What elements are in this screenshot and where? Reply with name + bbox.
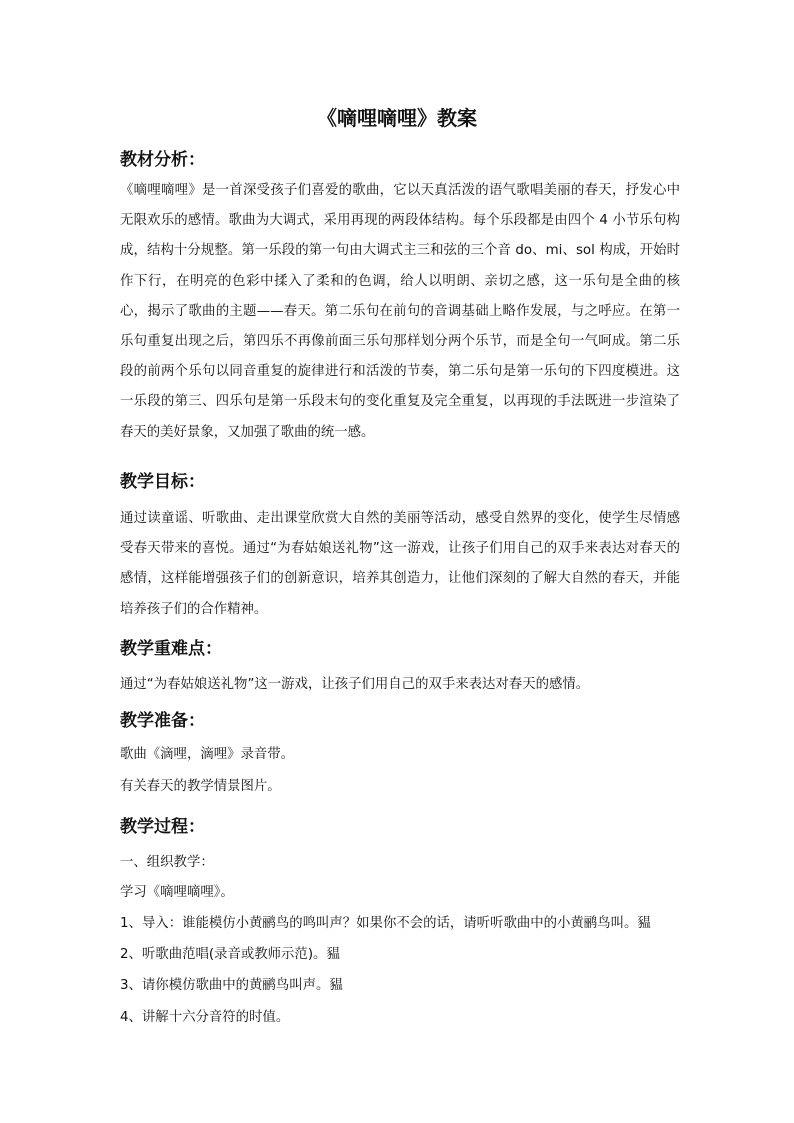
process-step-2-text: 2、听歌曲范唱(录音或教师示范)。 [120,947,327,962]
line-process-3 [120,914,651,934]
line-key-points: 通过“为春姑娘送礼物”这一游戏，让孩子们用自己的双手来表达对春天的感情。 [120,677,590,692]
line-preparation-1: 歌曲《滴哩，滴哩》录音带。 [120,747,295,762]
line-process-5 [120,976,343,996]
process-step-1-text: 1、导入：谁能模仿小黄鹂鸟的鸣叫声？如果你不会的话，请听听歌曲中的小黄鹂鸟叫。 [120,916,638,931]
heading-preparation: 教学准备： [120,711,205,731]
heading-process: 教学过程： [120,817,205,837]
heading-teaching-goals: 教学目标： [120,472,205,492]
line-process-6: 4、讲解十六分音符的时值。 [120,1010,290,1025]
process-step-3-text: 3、请你模仿歌曲中的黄鹂鸟叫声。 [120,978,330,993]
paragraph-teaching-goals: 通过读童谣、听歌曲、走出课堂欣赏大自然的美丽等活动，感受自然界的变化，使学生尽情感受春天带来的喜悦。通过“为春姑娘送礼物”这一游戏，让孩子们用自己的双手来表达对春天的感情，这样能增强孩子们的创新意识，培养其创造力，让他们深刻的了解大自然的春天，并能培养孩子们的合作精神。 [120,511,680,617]
heading-textbook-analysis: 教材分析： [120,150,205,170]
trailing-mark: 豱 [637,916,651,931]
paragraph-textbook-analysis: 《嘀哩嘀哩》是一首深受孩子们喜爱的歌曲，它以天真活泼的语气歌唱美丽的春天，抒发心中无限欢乐的感情。歌曲为大调式，采用再现的两段体结构。每个乐段都是由四个 4 小节乐句构成，结构十分规整。第一乐段的第一句由大调式主三和弦的三个音 do、mi、sol 构成，开始时作下行，在明亮的色彩中揉入了柔和的色调，给人以明朗、亲切之感，这一乐句是全曲的核心，揭示了歌曲的主题——春天。第二乐句在前句的音调基础上略作发展，与之呼应。在第一乐句重复出现之后，第四乐不再像前面三乐句那样划分两个乐节，而是全句一气呵成。第二乐段的前两个乐句以同音重复的旋律进行和活泼的节奏，第二乐句是第一乐句的下四度模进。这一乐段的第三、四乐句是第一乐段末句的变化重复及完全重复，以再现的手法既进一步渲染了春天的美好景象，又加强了歌曲的统一感。 [120,183,680,440]
heading-key-points: 教学重难点： [120,639,222,659]
line-process-1: 一、组织教学： [120,855,214,870]
trailing-mark: 豱 [326,947,340,962]
line-process-2: 学习《嘀哩嘀哩》。 [120,885,234,900]
line-process-4 [120,945,340,965]
document-title: 《嘀哩嘀哩》教案 [317,106,477,130]
trailing-mark: 豱 [329,978,343,993]
line-preparation-2: 有关春天的教学情景图片。 [120,779,281,794]
